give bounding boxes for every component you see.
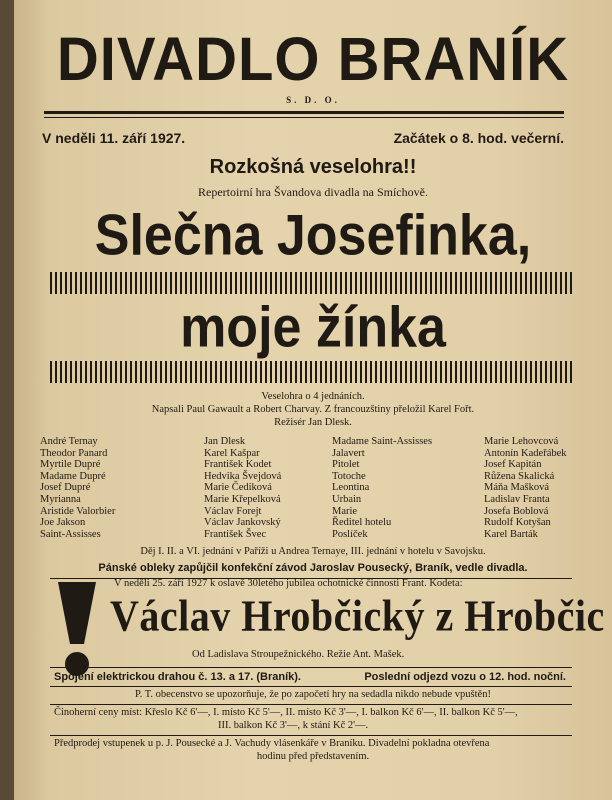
cast-actor: Josefa Boblová <box>484 505 549 517</box>
organization-label: S. D. O. <box>286 95 340 105</box>
next-show-announcement: V neděli 25. září 1927 k oslavě 30letého jubilea ochotnické činnosti Frant. Kodeta: <box>114 578 463 589</box>
cast-actor: Václav Jankovský <box>204 517 281 529</box>
cast-actor: Ladislav Franta <box>484 494 550 505</box>
cast-role: Josef Dupré <box>40 482 91 494</box>
cast-role: Aristide Valorbier <box>40 505 116 517</box>
cast-role: Jalavert <box>332 447 365 459</box>
prices-line2: III. balkon Kč 3'—, k stání Kč 2'—. <box>218 720 369 731</box>
cast-actor: František Kodet <box>204 459 272 471</box>
cast-actor: Karel Barták <box>484 528 538 540</box>
play-title-line2: moje žínka <box>180 296 446 360</box>
cast-actor: Růžena Skalická <box>484 470 555 482</box>
start-time: Začátek o 8. hod. večerní. <box>393 130 564 146</box>
cast-actor: Máňa Mašková <box>484 482 550 494</box>
cast-role: Saint-Assisses <box>40 528 101 540</box>
poster <box>14 0 612 800</box>
costumes-note: Pánské obleky zapůjčil konfekční závod Jaroslav Pousecký, Braník, vedle divadla. <box>98 562 528 574</box>
cast-role: Madame Saint-Assisses <box>332 436 433 447</box>
cast-role: Marie <box>332 505 358 517</box>
cast-actor: Karel Kašpar <box>204 447 260 459</box>
decorative-hatch-bar <box>50 361 572 383</box>
exclamation-icon <box>52 578 102 678</box>
cast-role: Myrtile Dupré <box>40 459 101 471</box>
cast-role: Urbain <box>332 494 362 505</box>
next-show-title: Václav Hrobčický z Hrobčic <box>110 590 605 641</box>
play-title-line1: Slečna Josefinka, <box>94 204 532 268</box>
section-divider <box>50 667 572 668</box>
cast-role: Totoche <box>332 470 366 482</box>
cast-actor: Antonín Kadeřábek <box>484 447 567 459</box>
cast-role: Joe Jakson <box>40 517 86 529</box>
cast-role: Theodor Panard <box>40 447 108 459</box>
cast-actor: Rudolf Kotyšan <box>484 517 551 529</box>
cast-role: Ředitel hotelu <box>332 517 392 529</box>
decorative-hatch-bar <box>50 272 572 294</box>
cast-actor: Marie Křepelková <box>204 494 281 505</box>
presale-line2: hodinu před představením. <box>256 751 370 762</box>
header-rule-thin <box>44 117 564 118</box>
cast-role: Pitolet <box>332 459 360 471</box>
section-divider <box>50 735 572 736</box>
cast-actor: Marie Čediková <box>204 482 272 494</box>
genre-tagline: Rozkošná veselohra!! <box>209 156 417 178</box>
section-divider <box>50 704 572 705</box>
entry-notice: P. T. obecenstvo se upozorňuje, že po započetí hry na sedadla nikdo nebude vpuštěn! <box>135 689 491 700</box>
cast-actor: Václav Forejt <box>204 505 262 517</box>
cast-role: Madame Dupré <box>40 470 106 482</box>
tram-connection: Spojení elektrickou drahou č. 13. a 17. (Braník). <box>54 671 301 683</box>
cast-role: Myrianna <box>40 494 81 505</box>
cast-actor: Jan Dlesk <box>204 436 246 447</box>
repertoire-note: Repertoirní hra Švandova divadla na Smíchově. <box>198 185 428 199</box>
theater-title: DIVADLO BRANÍK <box>56 25 570 94</box>
cast-role: Leontina <box>332 482 370 494</box>
header-rule <box>44 111 564 114</box>
cast-role: Poslíček <box>332 528 368 540</box>
cast-role: André Ternay <box>40 436 98 447</box>
play-genre-info: Veselohra o 4 jednáních. <box>261 391 365 402</box>
next-show-credits: Od Ladislava Stroupežnického. Režie Ant. Mašek. <box>192 649 405 660</box>
section-divider <box>50 686 572 687</box>
prices-line1: Činoherní ceny míst: Křeslo Kč 6'—, I. místo Kč 5'—, II. místo Kč 3'—, I. balkon Kč 6'—, II. balkon Kč 5'—, <box>54 707 518 718</box>
performance-date: V neděli 11. září 1927. <box>42 130 186 146</box>
cast-actor: Hedvika Švejdová <box>204 470 282 482</box>
cast-actor: Josef Kapitán <box>484 459 542 471</box>
scene-note: Děj I. II. a VI. jednání v Paříži u Andrea Ternaye, III. jednání v hotelu v Savojsku. <box>140 546 486 557</box>
last-tram: Poslední odjezd vozu o 12. hod. noční. <box>364 671 566 683</box>
cast-actor: Marie Lehovcová <box>484 436 559 447</box>
play-director: Režisér Jan Dlesk. <box>274 417 352 428</box>
cast-actor: František Švec <box>204 528 267 540</box>
presale-line1: Předprodej vstupenek u p. J. Pousecké a J. Vachudy vlásenkáře v Braníku. Divadelní pokladna otevřena <box>54 738 490 749</box>
play-authors: Napsali Paul Gawault a Robert Charvay. Z francouzštiny přeložil Karel Fořt. <box>151 404 475 415</box>
